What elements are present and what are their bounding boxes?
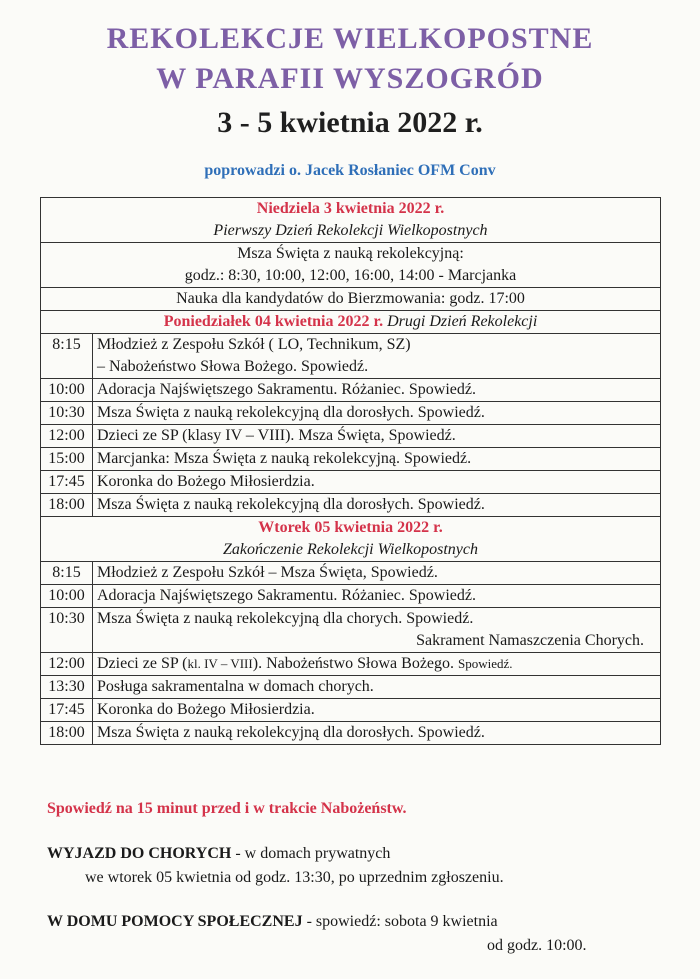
table-row <box>41 243 661 288</box>
activity-text: – Nabożeństwo Słowa Bożego. Spowiedź. <box>97 358 369 375</box>
activity-text: Posługa sakramentalna w domach chorych. <box>93 676 661 699</box>
retreat-dates: 3 - 5 kwietnia 2022 r. <box>217 106 483 139</box>
monday-date: Poniedziałek 04 kwietnia 2022 r. <box>163 313 384 330</box>
table-row <box>41 562 661 585</box>
care-home-detail: od godz. 10:00. <box>487 937 587 954</box>
care-home-title: W DOMU POMOCY SPOŁECZNEJ <box>47 913 303 930</box>
sick-visits-note: WYJAZD DO CHORYCH - w domach prywatnych <box>47 845 391 862</box>
tuesday-subtitle: Zakończenie Rekolekcji Wielkopostnych <box>222 541 478 558</box>
table-row <box>41 425 661 448</box>
care-home-note: W DOMU POMOCY SPOŁECZNEJ - spowiedź: sobota 9 kwietnia <box>47 913 498 930</box>
sunday-mass-line-1: Msza Święta z nauką rekolekcyjną: <box>237 245 464 262</box>
table-row <box>41 517 661 562</box>
sunday-date: Niedziela 3 kwietnia 2022 r. <box>256 200 445 217</box>
table-row <box>41 288 661 311</box>
time-cell: 10:00 <box>41 585 93 608</box>
table-row <box>41 402 661 425</box>
table-row <box>41 334 661 379</box>
table-row <box>41 379 661 402</box>
table-row <box>41 608 661 653</box>
table-row <box>41 471 661 494</box>
activity-text: Adoracja Najświętszego Sakramentu. Różaniec. Spowiedź. <box>93 585 661 608</box>
time-cell: 17:45 <box>41 699 93 722</box>
table-row <box>41 198 661 243</box>
activity-text: Msza Święta z nauką rekolekcyjną dla dorosłych. Spowiedź. <box>93 494 661 517</box>
retreat-leader: poprowadzi o. Jacek Rosłaniec OFM Conv <box>204 162 496 179</box>
table-row <box>41 585 661 608</box>
time-cell: 12:00 <box>41 425 93 448</box>
activity-text: Msza Święta z nauką rekolekcyjną dla dorosłych. Spowiedź. <box>93 402 661 425</box>
time-cell: 18:00 <box>41 722 93 745</box>
activity-text: Sakrament Namaszczenia Chorych. <box>416 632 644 649</box>
time-cell: 10:30 <box>41 402 93 425</box>
activity-text: Msza Święta z nauką rekolekcyjną dla dorosłych. Spowiedź. <box>93 722 661 745</box>
monday-subtitle: Drugi Dzień Rekolekcji <box>387 313 538 330</box>
activity-text: Młodzież z Zespołu Szkół ( LO, Technikum, SZ) <box>97 336 411 353</box>
table-row <box>41 494 661 517</box>
table-row <box>41 653 661 676</box>
activity-text: Koronka do Bożego Miłosierdzia. <box>93 699 661 722</box>
sunday-subtitle: Pierwszy Dzień Rekolekcji Wielkopostnych <box>213 222 488 239</box>
table-row <box>41 722 661 745</box>
time-cell: 10:00 <box>41 379 93 402</box>
time-cell: 15:00 <box>41 448 93 471</box>
schedule-table <box>40 197 661 745</box>
time-cell: 12:00 <box>41 653 93 676</box>
time-cell: 10:30 <box>41 608 93 653</box>
time-cell: 13:30 <box>41 676 93 699</box>
activity-text: Dzieci ze SP (klasy IV – VIII). Msza Święta, Spowiedź. <box>93 425 661 448</box>
time-cell: 8:15 <box>41 562 93 585</box>
activity-text: Marcjanka: Msza Święta z nauką rekolekcyjną. Spowiedź. <box>93 448 661 471</box>
time-cell: 8:15 <box>41 334 93 379</box>
table-row <box>41 699 661 722</box>
sick-visits-title: WYJAZD DO CHORYCH <box>47 845 232 862</box>
activity-text: Msza Święta z nauką rekolekcyjną dla chorych. Spowiedź. <box>97 610 474 627</box>
activity-text: Młodzież z Zespołu Szkół – Msza Święta, Spowiedź. <box>93 562 661 585</box>
activity-text: Adoracja Najświętszego Sakramentu. Różaniec. Spowiedź. <box>93 379 661 402</box>
activity-text: Koronka do Bożego Miłosierdzia. <box>93 471 661 494</box>
sunday-confirmation: Nauka dla kandydatów do Bierzmowania: godz. 17:00 <box>41 288 661 311</box>
title-line-1: REKOLEKCJE WIELKOPOSTNE <box>106 22 594 55</box>
title-line-2: W PARAFII WYSZOGRÓD <box>156 62 544 95</box>
activity-text: Dzieci ze SP (kl. IV – VIII). Nabożeństwo Słowa Bożego. Spowiedź. <box>93 653 661 676</box>
time-cell: 17:45 <box>41 471 93 494</box>
table-row <box>41 676 661 699</box>
table-row <box>41 311 661 334</box>
sunday-mass-line-2: godz.: 8:30, 10:00, 12:00, 16:00, 14:00 - Marcjanka <box>184 267 517 284</box>
sick-visits-detail: we wtorek 05 kwietnia od godz. 13:30, po uprzednim zgłoszeniu. <box>85 869 504 886</box>
tuesday-date: Wtorek 05 kwietnia 2022 r. <box>258 519 443 536</box>
time-cell: 18:00 <box>41 494 93 517</box>
confession-note: Spowiedź na 15 minut przed i w trakcie Nabożeństw. <box>47 800 407 817</box>
table-row <box>41 448 661 471</box>
